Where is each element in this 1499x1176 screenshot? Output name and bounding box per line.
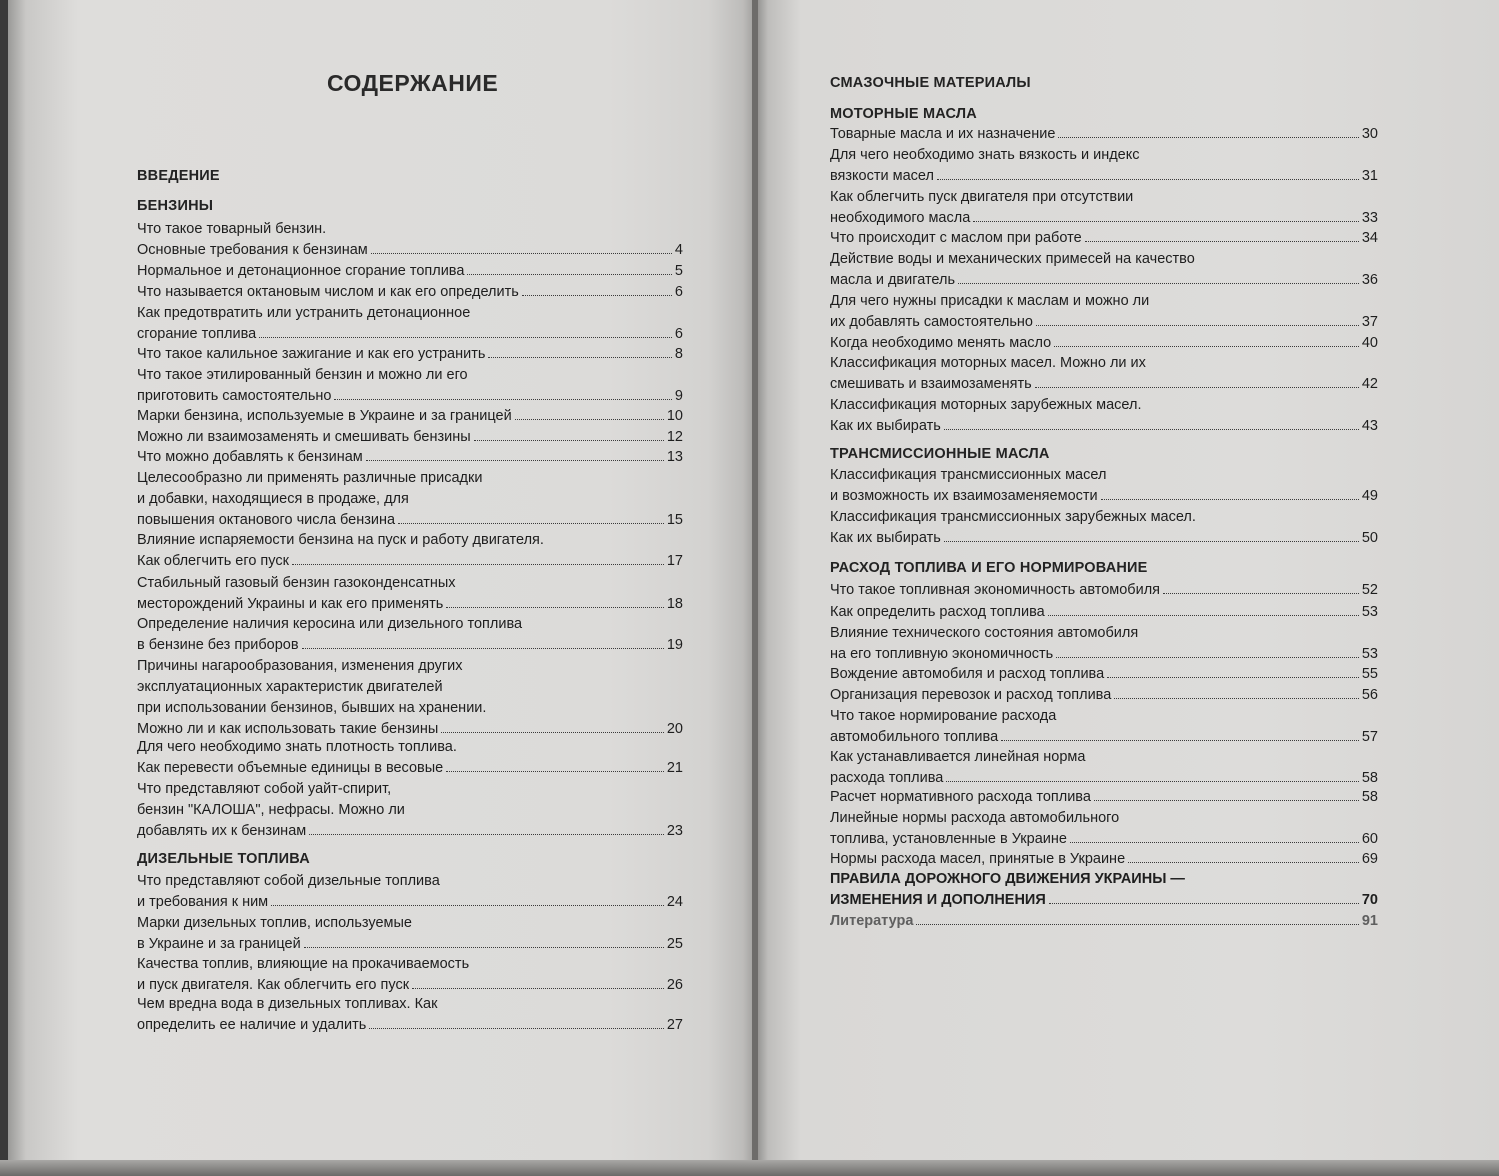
toc-entry-line: Марки дизельных топлив, используемые bbox=[137, 915, 412, 931]
toc-entry[interactable] bbox=[137, 427, 683, 448]
toc-entry-text: Что происходит с маслом при работе bbox=[830, 230, 1082, 247]
toc-entry-last-line bbox=[830, 208, 1378, 229]
toc-entry-text: и пуск двигателя. Как облегчить его пуск bbox=[137, 977, 410, 994]
page-number: 34 bbox=[1361, 230, 1378, 247]
toc-entry-line: Как облегчить пуск двигателя при отсутствии bbox=[830, 189, 1134, 205]
toc-entry[interactable] bbox=[137, 994, 683, 1036]
page-number: 42 bbox=[1361, 376, 1378, 393]
page-number: 6 bbox=[674, 284, 683, 301]
page-number: 70 bbox=[1361, 892, 1378, 909]
toc-entry-text: месторождений Украины и как его применять bbox=[137, 596, 444, 613]
toc-entry[interactable] bbox=[830, 187, 1378, 229]
section-heading: СМАЗОЧНЫЕ МАТЕРИАЛЫ bbox=[830, 75, 1031, 91]
toc-entry-text: расхода топлива bbox=[830, 770, 944, 787]
toc-entry[interactable] bbox=[137, 614, 683, 656]
page-number: 4 bbox=[674, 242, 683, 259]
leader-dots bbox=[441, 719, 664, 733]
toc-entry-line: Как предотвратить или устранить детонационное bbox=[137, 305, 471, 321]
toc-entry[interactable] bbox=[137, 954, 683, 996]
toc-entry-last-line bbox=[830, 664, 1378, 685]
toc-entry-last-line bbox=[137, 447, 683, 468]
toc-entry[interactable] bbox=[830, 124, 1378, 145]
page-number: 10 bbox=[666, 408, 683, 425]
leader-dots bbox=[522, 282, 672, 296]
toc-entry-text: добавлять их к бензинам bbox=[137, 823, 307, 840]
page-bottom-edge bbox=[0, 1160, 1499, 1176]
page-number: 18 bbox=[666, 596, 683, 613]
toc-entry-last-line bbox=[830, 602, 1378, 623]
page-number: 53 bbox=[1361, 646, 1378, 663]
page-number: 58 bbox=[1361, 770, 1378, 787]
toc-entry-text: и требования к ним bbox=[137, 894, 269, 911]
leader-dots bbox=[467, 261, 672, 275]
toc-entry-line: Чем вредна вода в дизельных топливах. Как bbox=[137, 996, 438, 1012]
toc-entry-last-line bbox=[830, 849, 1378, 870]
page-number: 8 bbox=[674, 346, 683, 363]
toc-entry[interactable] bbox=[830, 353, 1378, 395]
toc-entry-line: эксплуатационных характеристик двигателей bbox=[137, 679, 443, 695]
leader-dots bbox=[916, 911, 1358, 925]
leader-dots bbox=[474, 427, 664, 441]
toc-entry-text: приготовить самостоятельно bbox=[137, 388, 332, 405]
page-number: 55 bbox=[1361, 666, 1378, 683]
section-heading: РАСХОД ТОПЛИВА И ЕГО НОРМИРОВАНИЕ bbox=[830, 560, 1148, 576]
toc-entry-last-line bbox=[137, 758, 683, 779]
page-number: 36 bbox=[1361, 272, 1378, 289]
leader-dots bbox=[1048, 602, 1359, 616]
toc-entry-last-line bbox=[830, 374, 1378, 395]
toc-entry-last-line bbox=[137, 551, 683, 572]
leader-dots bbox=[259, 324, 672, 338]
toc-entry[interactable] bbox=[830, 291, 1378, 333]
toc-entry-last-line bbox=[137, 406, 683, 427]
toc-entry-line: Влияние технического состояния автомобиля bbox=[830, 625, 1139, 641]
leader-dots bbox=[1036, 312, 1359, 326]
toc-entry[interactable] bbox=[830, 249, 1378, 291]
toc-entry-line: Целесообразно ли применять различные присадки bbox=[137, 470, 483, 486]
toc-entry-last-line bbox=[137, 975, 683, 996]
toc-entry-line: Классификация моторных зарубежных масел. bbox=[830, 397, 1142, 413]
page-number: 33 bbox=[1361, 210, 1378, 227]
page-number: 58 bbox=[1361, 789, 1378, 806]
toc-entry-text: Можно ли взаимозаменять и смешивать бензины bbox=[137, 429, 471, 446]
leader-dots bbox=[1163, 580, 1359, 594]
leader-dots bbox=[398, 510, 664, 524]
toc-entry[interactable] bbox=[830, 145, 1378, 187]
section-heading: ВВЕДЕНИЕ bbox=[137, 168, 220, 184]
toc-entry[interactable] bbox=[830, 623, 1378, 665]
toc-entry-last-line bbox=[830, 166, 1378, 187]
page-number: 37 bbox=[1361, 314, 1378, 331]
toc-entry[interactable] bbox=[137, 282, 683, 303]
toc-entry-text: определить ее наличие и удалить bbox=[137, 1017, 367, 1034]
toc-entry-last-line bbox=[137, 261, 683, 282]
toc-entry-text: Что можно добавлять к бензинам bbox=[137, 449, 363, 466]
toc-entry-text: Вождение автомобиля и расход топлива bbox=[830, 666, 1105, 683]
toc-entry-text: сгорание топлива bbox=[137, 326, 257, 343]
toc-entry-text: вязкости масел bbox=[830, 168, 934, 185]
toc-entry-text: Нормальное и детонационное сгорание топлива bbox=[137, 263, 465, 280]
page-number: 12 bbox=[666, 429, 683, 446]
page-number: 30 bbox=[1361, 126, 1378, 143]
page-number: 23 bbox=[666, 823, 683, 840]
toc-entry-text: в Украине и за границей bbox=[137, 936, 301, 953]
toc-entry-line: Причины нагарообразования, изменения других bbox=[137, 658, 463, 674]
toc-entry-last-line bbox=[137, 934, 683, 955]
toc-entry-text: их добавлять самостоятельно bbox=[830, 314, 1033, 331]
toc-entry[interactable] bbox=[137, 656, 683, 740]
toc-entry-line: бензин "КАЛОША", нефрасы. Можно ли bbox=[137, 802, 405, 818]
toc-entry-text: ИЗМЕНЕНИЯ И ДОПОЛНЕНИЯ bbox=[830, 892, 1046, 909]
toc-entry[interactable] bbox=[830, 228, 1378, 249]
leader-dots bbox=[944, 416, 1359, 430]
toc-entry[interactable] bbox=[830, 507, 1378, 549]
toc-entry-text: Как их выбирать bbox=[830, 530, 941, 547]
toc-entry-text: необходимого масла bbox=[830, 210, 971, 227]
page-number: 17 bbox=[666, 553, 683, 570]
toc-entry-text: Как облегчить его пуск bbox=[137, 553, 289, 570]
toc-entry-last-line bbox=[830, 890, 1378, 911]
leader-dots bbox=[1049, 890, 1359, 904]
toc-entry[interactable] bbox=[137, 468, 683, 531]
toc-entry-last-line bbox=[830, 416, 1378, 437]
leader-dots bbox=[1085, 228, 1359, 242]
toc-entry-text: повышения октанового числа бензина bbox=[137, 512, 396, 529]
toc-entry[interactable] bbox=[137, 406, 683, 427]
leader-dots bbox=[1056, 644, 1359, 658]
leader-dots bbox=[292, 551, 664, 565]
toc-entry-line: Что такое этилированный бензин и можно ли его bbox=[137, 367, 468, 383]
toc-entry-line: при использовании бензинов, бывших на хранении. bbox=[137, 700, 487, 716]
toc-entry-last-line bbox=[137, 324, 683, 345]
toc-entry[interactable] bbox=[830, 849, 1378, 870]
toc-entry-text: Расчет нормативного расхода топлива bbox=[830, 789, 1091, 806]
leader-dots bbox=[1107, 664, 1359, 678]
toc-entry-last-line bbox=[830, 644, 1378, 665]
toc-entry[interactable] bbox=[830, 602, 1378, 623]
toc-entry-line: Действие воды и механических примесей на качество bbox=[830, 251, 1195, 267]
toc-entry-text: на его топливную экономичность bbox=[830, 646, 1054, 663]
toc-entry-line: Для чего необходимо знать плотность топлива. bbox=[137, 739, 457, 755]
toc-entry-last-line bbox=[830, 685, 1378, 706]
page-title: СОДЕРЖАНИЕ bbox=[327, 70, 499, 96]
toc-entry-text: Когда необходимо менять масло bbox=[830, 335, 1052, 352]
toc-entry-text: Что такое калильное зажигание и как его устранить bbox=[137, 346, 486, 363]
toc-entry-last-line bbox=[137, 1015, 683, 1036]
leader-dots bbox=[1058, 124, 1358, 138]
page-number: 20 bbox=[666, 721, 683, 738]
toc-entry[interactable] bbox=[830, 787, 1378, 808]
leader-dots bbox=[488, 344, 672, 358]
toc-entry[interactable] bbox=[137, 344, 683, 365]
toc-entry-text: масла и двигатель bbox=[830, 272, 956, 289]
toc-entry-line: Классификация трансмиссионных зарубежных масел. bbox=[830, 509, 1196, 525]
toc-entry-last-line bbox=[830, 727, 1378, 748]
page-number: 21 bbox=[666, 760, 683, 777]
toc-entry-last-line bbox=[830, 768, 1378, 789]
leader-dots bbox=[1114, 685, 1359, 699]
toc-entry-line: Влияние испаряемости бензина на пуск и работу двигателя. bbox=[137, 532, 544, 548]
page-number: 49 bbox=[1361, 488, 1378, 505]
toc-entry[interactable] bbox=[830, 706, 1378, 748]
toc-entry-text: Как их выбирать bbox=[830, 418, 941, 435]
section-heading: МОТОРНЫЕ МАСЛА bbox=[830, 106, 977, 122]
leader-dots bbox=[1128, 849, 1359, 863]
toc-entry-text: автомобильного топлива bbox=[830, 729, 999, 746]
page-number: 60 bbox=[1361, 831, 1378, 848]
toc-entry-last-line bbox=[830, 787, 1378, 808]
toc-entry-line: и добавки, находящиеся в продаже, для bbox=[137, 491, 409, 507]
toc-entry[interactable] bbox=[137, 219, 683, 261]
toc-entry-last-line bbox=[830, 486, 1378, 507]
page-number: 91 bbox=[1361, 913, 1378, 930]
leader-dots bbox=[412, 975, 664, 989]
toc-entry-text: Что называется октановым числом и как его определить bbox=[137, 284, 519, 301]
page-number: 53 bbox=[1361, 604, 1378, 621]
toc-entry[interactable] bbox=[830, 747, 1378, 789]
toc-entry-line: Что представляют собой уайт-спирит, bbox=[137, 781, 392, 797]
page-number: 6 bbox=[674, 326, 683, 343]
toc-entry[interactable] bbox=[830, 808, 1378, 850]
page-number: 50 bbox=[1361, 530, 1378, 547]
page-number: 52 bbox=[1361, 582, 1378, 599]
toc-entry-text: Как перевести объемные единицы в весовые bbox=[137, 760, 444, 777]
toc-entry-line: Что такое товарный бензин. bbox=[137, 221, 327, 237]
toc-entry-line: Для чего необходимо знать вязкость и индекс bbox=[830, 147, 1140, 163]
toc-entry-text: топлива, установленные в Украине bbox=[830, 831, 1067, 848]
page-number: 24 bbox=[666, 894, 683, 911]
toc-entry[interactable] bbox=[830, 395, 1378, 437]
toc-entry[interactable] bbox=[137, 737, 683, 779]
toc-entry-line: Линейные нормы расхода автомобильного bbox=[830, 810, 1120, 826]
toc-entry-last-line bbox=[137, 510, 683, 531]
toc-entry[interactable] bbox=[137, 365, 683, 407]
leader-dots bbox=[369, 1015, 664, 1029]
leader-dots bbox=[446, 594, 664, 608]
toc-entry-line: Как устанавливается линейная норма bbox=[830, 749, 1086, 765]
leader-dots bbox=[1035, 374, 1359, 388]
toc-entry-text: смешивать и взаимозаменять bbox=[830, 376, 1032, 393]
leader-dots bbox=[1101, 486, 1359, 500]
toc-entry-line: ПРАВИЛА ДОРОЖНОГО ДВИЖЕНИЯ УКРАИНЫ — bbox=[830, 871, 1185, 887]
toc-entry-line: Что такое нормирование расхода bbox=[830, 708, 1057, 724]
toc-entry-text: Можно ли и как использовать такие бензины bbox=[137, 721, 439, 738]
toc-entry-last-line bbox=[830, 829, 1378, 850]
toc-entry-last-line bbox=[137, 892, 683, 913]
page-number: 43 bbox=[1361, 418, 1378, 435]
toc-entry-text: Организация перевозок и расход топлива bbox=[830, 687, 1112, 704]
toc-entry[interactable] bbox=[830, 911, 1378, 932]
leader-dots bbox=[302, 635, 664, 649]
toc-entry-text: и возможность их взаимозаменяемости bbox=[830, 488, 1098, 505]
leader-dots bbox=[334, 386, 671, 400]
leader-dots bbox=[1070, 829, 1359, 843]
leader-dots bbox=[958, 270, 1359, 284]
toc-entry-last-line bbox=[137, 344, 683, 365]
toc-entry-line: Для чего нужны присадки к маслам и можно ли bbox=[830, 293, 1150, 309]
page-number: 57 bbox=[1361, 729, 1378, 746]
toc-entry-line: Классификация моторных масел. Можно ли их bbox=[830, 355, 1146, 371]
leader-dots bbox=[304, 934, 664, 948]
toc-entry-last-line bbox=[830, 333, 1378, 354]
toc-entry-last-line bbox=[830, 312, 1378, 333]
leader-dots bbox=[937, 166, 1359, 180]
toc-entry-text: Марки бензина, используемые в Украине и за границей bbox=[137, 408, 512, 425]
toc-entry[interactable] bbox=[137, 447, 683, 468]
leader-dots bbox=[271, 892, 664, 906]
toc-entry[interactable] bbox=[830, 869, 1378, 911]
toc-entry[interactable] bbox=[137, 871, 683, 913]
toc-entry[interactable] bbox=[137, 261, 683, 282]
leader-dots bbox=[1001, 727, 1359, 741]
page-number: 25 bbox=[666, 936, 683, 953]
leader-dots bbox=[515, 406, 664, 420]
toc-entry-last-line bbox=[830, 528, 1378, 549]
toc-entry[interactable] bbox=[830, 333, 1378, 354]
page-number: 31 bbox=[1361, 168, 1378, 185]
toc-entry-last-line bbox=[137, 594, 683, 615]
book-gutter bbox=[752, 0, 758, 1176]
toc-entry-last-line bbox=[830, 580, 1378, 601]
toc-entry-last-line bbox=[137, 240, 683, 261]
toc-entry[interactable] bbox=[137, 303, 683, 345]
leader-dots bbox=[371, 240, 672, 254]
toc-entry[interactable] bbox=[830, 664, 1378, 685]
toc-entry-last-line bbox=[137, 635, 683, 656]
leader-dots bbox=[1094, 787, 1359, 801]
toc-entry-line: Качества топлив, влияющие на прокачиваемость bbox=[137, 956, 470, 972]
page-number: 19 bbox=[666, 637, 683, 654]
page-number: 15 bbox=[666, 512, 683, 529]
toc-entry-last-line bbox=[137, 821, 683, 842]
page-number: 5 bbox=[674, 263, 683, 280]
toc-entry-text: Основные требования к бензинам bbox=[137, 242, 368, 259]
toc-entry[interactable] bbox=[137, 779, 683, 842]
leader-dots bbox=[366, 447, 664, 461]
toc-entry[interactable] bbox=[830, 465, 1378, 507]
toc-entry-text: в бензине без приборов bbox=[137, 637, 299, 654]
toc-entry-last-line bbox=[137, 427, 683, 448]
leader-dots bbox=[446, 758, 664, 772]
page-number: 13 bbox=[666, 449, 683, 466]
toc-entry-last-line bbox=[137, 386, 683, 407]
leader-dots bbox=[309, 821, 664, 835]
toc-entry-line: Что представляют собой дизельные топлива bbox=[137, 873, 440, 889]
toc-entry-last-line bbox=[830, 911, 1378, 932]
page-number: 40 bbox=[1361, 335, 1378, 352]
toc-entry[interactable] bbox=[137, 573, 683, 615]
toc-entry-last-line bbox=[830, 228, 1378, 249]
page-number: 27 bbox=[666, 1017, 683, 1034]
leader-dots bbox=[973, 208, 1359, 222]
toc-entry[interactable] bbox=[830, 685, 1378, 706]
toc-entry[interactable] bbox=[137, 530, 683, 572]
leader-dots bbox=[944, 528, 1359, 542]
section-heading: ДИЗЕЛЬНЫЕ ТОПЛИВА bbox=[137, 851, 310, 867]
toc-entry-text: Что такое топливная экономичность автомобиля bbox=[830, 582, 1161, 599]
leader-dots bbox=[1054, 333, 1359, 347]
toc-entry-text: Как определить расход топлива bbox=[830, 604, 1045, 621]
page-number: 9 bbox=[674, 388, 683, 405]
toc-entry-last-line bbox=[137, 282, 683, 303]
toc-entry-line: Определение наличия керосина или дизельного топлива bbox=[137, 616, 523, 632]
toc-entry[interactable] bbox=[830, 580, 1378, 601]
toc-entry-text: Нормы расхода масел, принятые в Украине bbox=[830, 851, 1126, 868]
toc-entry-last-line bbox=[830, 270, 1378, 291]
page-number: 56 bbox=[1361, 687, 1378, 704]
page-number: 26 bbox=[666, 977, 683, 994]
page-number: 69 bbox=[1361, 851, 1378, 868]
toc-entry-line: Классификация трансмиссионных масел bbox=[830, 467, 1107, 483]
leader-dots bbox=[946, 768, 1359, 782]
toc-entry-text: Литература bbox=[830, 913, 914, 930]
toc-entry-line: Стабильный газовый бензин газоконденсатных bbox=[137, 575, 456, 591]
toc-entry-text: Товарные масла и их назначение bbox=[830, 126, 1056, 143]
section-heading: ТРАНСМИССИОННЫЕ МАСЛА bbox=[830, 446, 1050, 462]
toc-entry-last-line bbox=[830, 124, 1378, 145]
toc-entry[interactable] bbox=[137, 913, 683, 955]
section-heading: БЕНЗИНЫ bbox=[137, 198, 214, 214]
